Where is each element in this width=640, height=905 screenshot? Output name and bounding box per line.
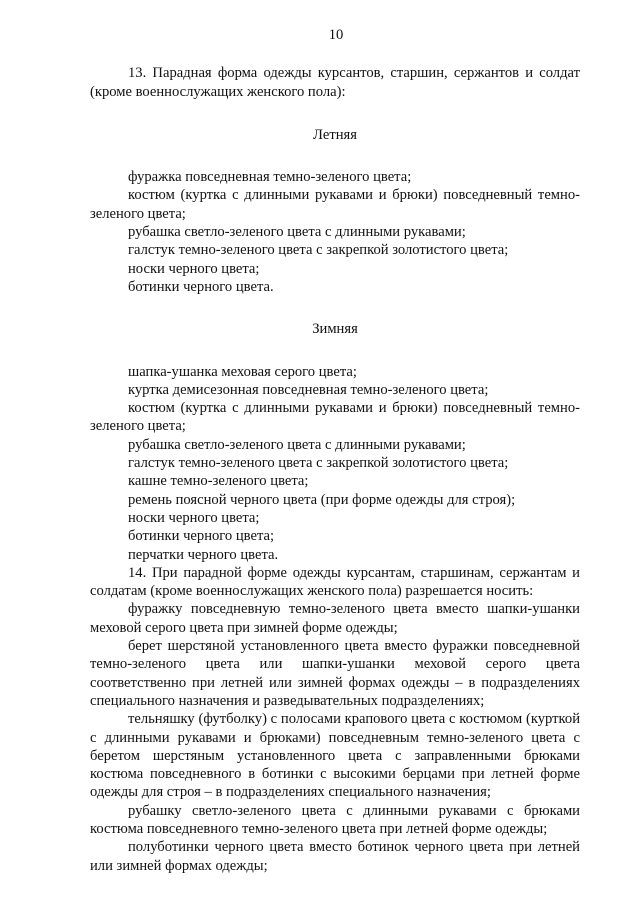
page-number: 10	[328, 27, 344, 43]
winter-item: шапка-ушанка меховая серого цвета;	[128, 363, 357, 380]
section-14-item: тельняшку (футболку) с полосами крапового цвета с костюмом (курткой с длинными рукавами и брюками) повседневным темно-зеленого цвета с беретом шерстяным установленного цвета с заправленными брюками костюма повседневного в ботинки с высокими берцами при летней форме одежды для строя – в подразделениях специального назначения;	[90, 711, 580, 801]
winter-item: кашне темно-зеленого цвета;	[128, 473, 309, 490]
winter-item: ботинки черного цвета;	[128, 528, 275, 545]
section-14-item: полуботинки черного цвета вместо ботинок черного цвета при летней или зимней формах одежды;	[90, 839, 580, 874]
winter-item: перчатки черного цвета.	[128, 546, 279, 563]
winter-item: куртка демисезонная повседневная темно-зеленого цвета;	[128, 381, 489, 398]
section-14-paragraph: 14. При парадной форме одежды курсантам, старшинам, сержантам и солдатам (кроме военнослужащих женского пола) разрешается носить:	[90, 564, 580, 600]
section-14-item: фуражку повседневную темно-зеленого цвета вместо шапки-ушанки меховой серого цвета при зимней форме одежды;	[90, 601, 580, 636]
section-14-items-list	[90, 600, 580, 874]
section-14-item: рубашку светло-зеленого цвета с длинными рукавами с брюками костюма повседневного темно-зеленого цвета при летней форме одежды;	[90, 802, 580, 837]
winter-heading: Зимняя	[312, 321, 358, 338]
summer-item: рубашка светло-зеленого цвета с длинными рукавами;	[128, 224, 466, 241]
summer-item: фуражка повседневная темно-зеленого цвета;	[128, 169, 412, 186]
winter-item: ремень поясной черного цвета (при форме одежды для строя);	[128, 491, 516, 508]
summer-item: ботинки черного цвета.	[128, 278, 274, 295]
winter-item: рубашка светло-зеленого цвета с длинными рукавами;	[128, 436, 466, 453]
summer-heading: Летняя	[313, 126, 357, 143]
section-14-item: берет шерстяной установленного цвета вместо фуражки повседневной темно-зеленого цвета или шапки-ушанки меховой серого цвета соответственно при летней или зимней формах одежды – в подразделениях специального назначения и разведывательных подразделениях;	[90, 638, 580, 709]
winter-items-list	[90, 363, 580, 564]
winter-item: галстук темно-зеленого цвета с закрепкой золотистого цвета;	[128, 455, 509, 472]
summer-item: галстук темно-зеленого цвета с закрепкой золотистого цвета;	[128, 242, 509, 259]
summer-items-list	[90, 168, 580, 296]
winter-item: костюм (куртка с длинными рукавами и брюки) повседневный темно-зеленого цвета;	[90, 400, 580, 435]
winter-item: носки черного цвета;	[128, 509, 260, 526]
summer-item: костюм (куртка с длинными рукавами и брюки) повседневный темно-зеленого цвета;	[90, 187, 580, 222]
section-13-paragraph: 13. Парадная форма одежды курсантов, старшин, сержантов и солдат (кроме военнослужащих женского пола):	[90, 65, 580, 100]
summer-item: носки черного цвета;	[128, 260, 260, 277]
